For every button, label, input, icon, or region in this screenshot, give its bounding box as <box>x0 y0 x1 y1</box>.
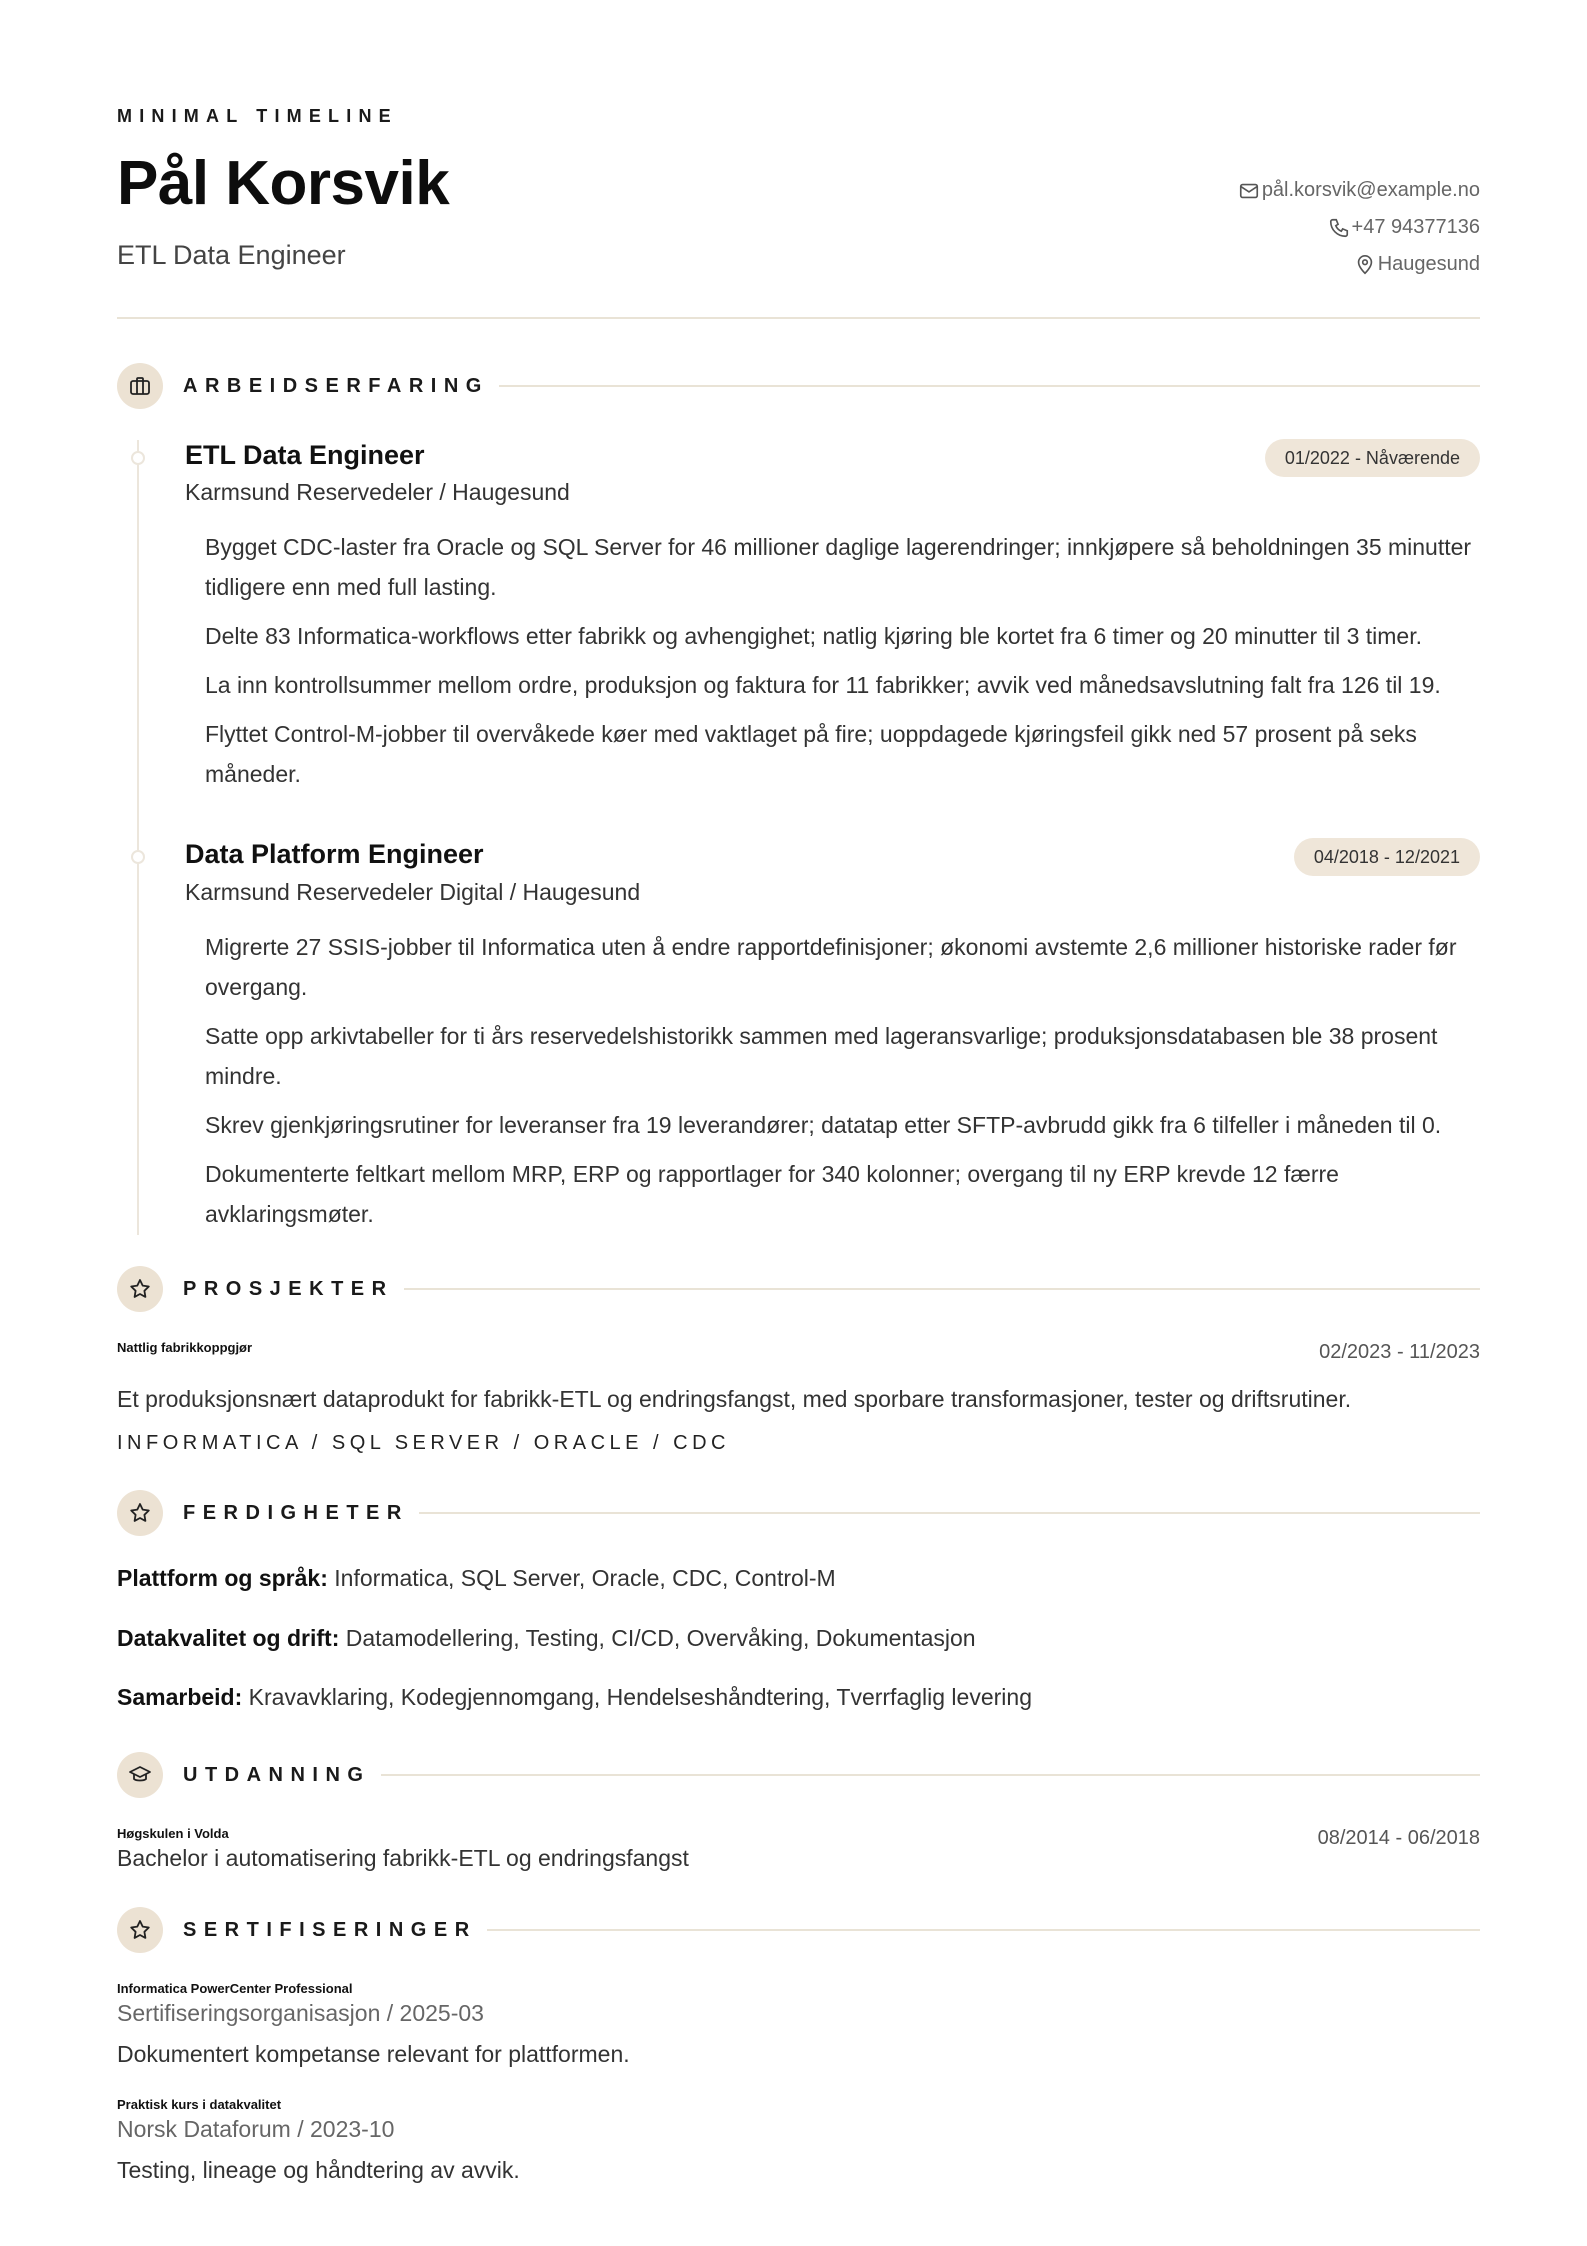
job-bullet: La inn kontrollsummer mellom ordre, produksjon og faktura for 11 fabrikker; avvik ved månedsavslutning falt fra 126 til 19. <box>205 672 1441 698</box>
section-icon-badge <box>117 363 163 409</box>
section-projects-header <box>117 1265 1480 1313</box>
job-company: Karmsund Reservedeler Digital / Haugesund <box>185 879 641 905</box>
skill-items: Informatica, SQL Server, Oracle, CDC, Control-M <box>334 1565 836 1591</box>
section-skills-header <box>117 1489 1480 1537</box>
section-rule <box>487 1929 1480 1931</box>
star-icon <box>128 1501 152 1525</box>
education-degree: Bachelor i automatisering fabrikk-ETL og endringsfangst <box>117 1845 689 1871</box>
contact-location <box>1238 246 1480 283</box>
job-date-badge: 01/2022 - Nåværende <box>1265 439 1480 477</box>
section-title: SERTIFISERINGER <box>183 1918 477 1941</box>
contact-block <box>1238 172 1480 283</box>
graduation-cap-icon <box>128 1763 152 1787</box>
certification-meta: Sertifiseringsorganisasjon / 2025-03 <box>117 2000 484 2026</box>
project-dates: 02/2023 - 11/2023 <box>1319 1341 1480 1363</box>
star-icon <box>128 1918 152 1942</box>
section-title: FERDIGHETER <box>183 1501 409 1524</box>
skill-items: Kravavklaring, Kodegjennomgang, Hendelseshåndtering, Tverrfaglig levering <box>248 1684 1032 1710</box>
header-divider <box>117 317 1480 319</box>
phone-text: +47 94377136 <box>1351 216 1480 238</box>
education-dates: 08/2014 - 06/2018 <box>1317 1827 1480 1849</box>
section-education-header <box>117 1751 1480 1799</box>
project-name: Nattlig fabrikkoppgjør <box>117 1340 253 1355</box>
section-icon-badge <box>117 1907 163 1953</box>
job-date-badge: 04/2018 - 12/2021 <box>1294 838 1480 876</box>
job-title: Data Platform Engineer <box>185 839 484 869</box>
mail-icon <box>1238 180 1260 202</box>
job-company: Karmsund Reservedeler / Haugesund <box>185 479 570 505</box>
job-title: ETL Data Engineer <box>185 440 425 470</box>
star-icon <box>128 1277 152 1301</box>
certification-meta: Norsk Dataforum / 2023-10 <box>117 2116 395 2142</box>
resume-page <box>117 0 1480 2246</box>
certification-name: Informatica PowerCenter Professional <box>117 1981 353 1996</box>
skill-label: Samarbeid: <box>117 1684 243 1710</box>
section-icon-badge <box>117 1490 163 1536</box>
skill-group <box>117 1684 1032 1711</box>
contact-phone[interactable] <box>1238 209 1480 246</box>
job-bullet: Migrerte 27 SSIS-jobber til Informatica uten å endre rapportdefinisjoner; økonomi avstemte 2,6 millioner historiske rader før overgang. <box>205 934 1457 1000</box>
section-experience-header <box>117 362 1480 410</box>
email-text: pål.korsvik@example.no <box>1261 179 1480 201</box>
section-title: UTDANNING <box>183 1763 371 1786</box>
candidate-name: Pål Korsvik <box>117 149 450 218</box>
skill-items: Datamodellering, Testing, CI/CD, Overvåking, Dokumentasjon <box>345 1625 976 1651</box>
briefcase-icon <box>128 374 152 398</box>
timeline-dot <box>131 451 145 465</box>
template-tag: MINIMAL TIMELINE <box>117 106 398 126</box>
job-bullet: Flyttet Control-M-jobber til overvåkede køer med vaktlaget på fire; uoppdagede kjøringsfeil gikk ned 57 prosent på seks måneder. <box>205 721 1417 787</box>
timeline-line <box>137 440 139 1235</box>
job-bullets <box>205 527 1480 803</box>
certification-description: Dokumentert kompetanse relevant for plattformen. <box>117 2041 630 2067</box>
section-rule <box>381 1774 1481 1776</box>
section-icon-badge <box>117 1752 163 1798</box>
skill-label: Plattform og språk: <box>117 1565 328 1591</box>
contact-email[interactable] <box>1238 172 1480 209</box>
skill-group <box>117 1565 836 1592</box>
section-rule <box>404 1288 1480 1290</box>
candidate-role: ETL Data Engineer <box>117 240 346 270</box>
section-icon-badge <box>117 1266 163 1312</box>
job-bullet: Dokumenterte feltkart mellom MRP, ERP og rapportlager for 340 kolonner; overgang til ny ERP krevde 12 færre avklaringsmøter. <box>205 1161 1339 1227</box>
project-description: Et produksjonsnært dataprodukt for fabrikk-ETL og endringsfangst, med sporbare transformasjoner, tester og driftsrutiner. <box>117 1386 1352 1412</box>
map-pin-icon <box>1354 254 1376 276</box>
skill-group <box>117 1625 976 1652</box>
job-bullets <box>205 927 1480 1243</box>
phone-icon <box>1328 217 1350 239</box>
job-bullet: Satte opp arkivtabeller for ti års reservedelshistorikk sammen med lageransvarlige; produksjonsdatabasen ble 38 prosent mindre. <box>205 1023 1438 1089</box>
section-rule <box>499 385 1480 387</box>
job-bullet: Skrev gjenkjøringsrutiner for leveranser fra 19 leverandører; datatap etter SFTP-avbrudd gikk fra 6 tilfeller i måneden til 0. <box>205 1112 1442 1138</box>
project-tech: INFORMATICA / SQL SERVER / ORACLE / CDC <box>117 1432 730 1454</box>
section-certifications-header <box>117 1906 1480 1954</box>
job-bullet: Delte 83 Informatica-workflows etter fabrikk og avhengighet; natlig kjøring ble kortet fra 6 timer og 20 minutter til 3 timer. <box>205 623 1422 649</box>
location-text: Haugesund <box>1377 253 1480 275</box>
skill-label: Datakvalitet og drift: <box>117 1625 340 1651</box>
certification-description: Testing, lineage og håndtering av avvik. <box>117 2157 520 2183</box>
section-title: PROSJEKTER <box>183 1277 394 1300</box>
section-rule <box>419 1512 1480 1514</box>
job-bullet: Bygget CDC-laster fra Oracle og SQL Server for 46 millioner daglige lagerendringer; innkjøpere så beholdningen 35 minutter tidligere enn med full lasting. <box>205 534 1472 600</box>
timeline-dot <box>131 850 145 864</box>
education-school: Høgskulen i Volda <box>117 1826 229 1841</box>
section-title: ARBEIDSERFARING <box>183 374 489 397</box>
certification-name: Praktisk kurs i datakvalitet <box>117 2097 282 2112</box>
